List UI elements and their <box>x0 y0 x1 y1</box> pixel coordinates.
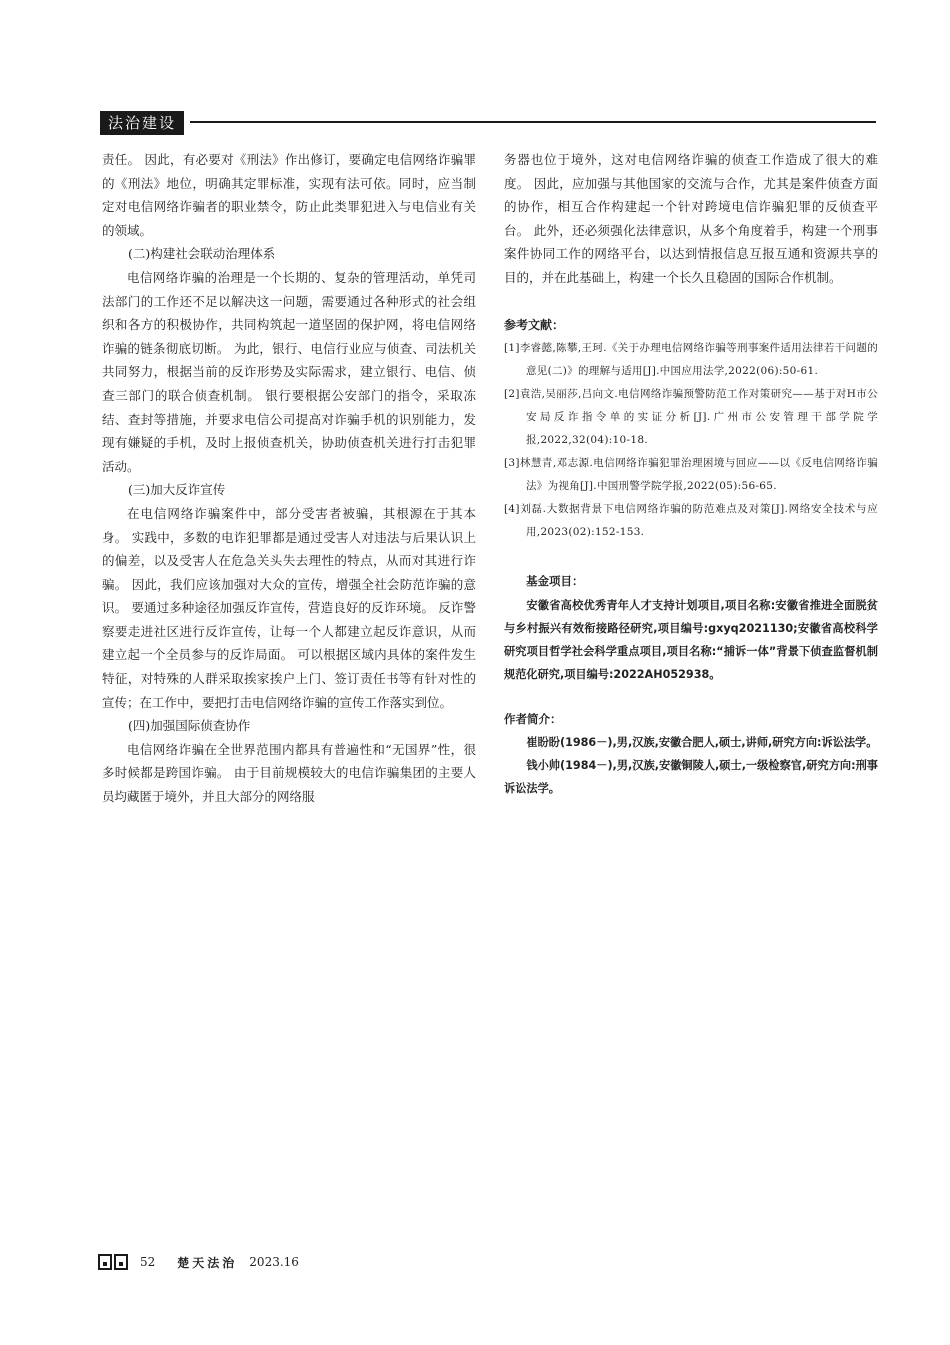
fund-text: 安徽省高校优秀青年人才支持计划项目,项目名称:安徽省推进全面脱贫与乡村振兴有效衔接路径研究,项目编号:gxyq2021130;安徽省高校科学研究项目哲学社会科学重点项目,项目名称:“捕诉一体”背景下侦查监督机制规范化研究,项目编号:2022AH052938。 <box>504 598 878 681</box>
author-bio: 崔盼盼(1986－),男,汉族,安徽合肥人,硕士,讲师,研究方向:诉讼法学。 <box>526 736 878 750</box>
subheading: (三)加大反诈宣传 <box>128 482 226 498</box>
reference-item: [1]李睿懿,陈攀,王珂.《关于办理电信网络诈骗等刑事案件适用法律若干问题的意见(二)》的理解与适用[J].中国应用法学,2022(06):50-61. <box>504 342 878 378</box>
page-footer <box>98 1252 299 1272</box>
journal-logo-icon <box>98 1254 128 1270</box>
paragraph: 务器也位于境外，这对电信网络诈骗的侦查工作造成了很大的难度。 因此，应加强与其他国家的交流与合作，尤其是案件侦查方面的协作，相互合作构建起一个针对跨境电信诈骗犯罪的反侦查平台。 此外，还必须强化法律意识，从多个角度着手，构建一个刑事案件协同工作的网络平台，以达到情报信息互报互通和资源共享的目的，并在此基础上，构建一个长久且稳固的国际合作机制。 <box>504 152 878 285</box>
fund-title: 基金项目： <box>526 574 584 589</box>
issue-number: 2023.16 <box>249 1255 299 1269</box>
page-number: 52 <box>140 1255 156 1269</box>
subheading: (四)加强国际侦查协作 <box>128 718 251 734</box>
author-title: 作者简介： <box>504 711 562 726</box>
page-header <box>100 111 876 135</box>
right-column <box>504 148 878 800</box>
paragraph: 在电信网络诈骗案件中，部分受害者被骗，其根源在于其本身。 实践中，多数的电诈犯罪都是通过受害人对违法与后果认识上的偏差，以及受害人在危急关头失去理性的特点，从而对其进行诈骗。 因此，我们应该加强对大众的宣传，增强全社会防范诈骗的意识。 要通过多种途径加强反诈宣传，营造良好的反诈环境。 反诈警察要走进社区进行反诈宣传，让每一个人都建立起反诈意识，从而建立起一个全员参与的反诈局面。 可以根据区域内具体的案件发生特征，对特殊的人群采取挨家挨户上门、签订责任书等有针对性的宣传；在工作中，要把打击电信网络诈骗的宣传工作落实到位。 <box>102 505 476 710</box>
subheading: (二)构建社会联动治理体系 <box>128 246 276 262</box>
references-title: 参考文献： <box>504 317 565 332</box>
journal-name: 楚天法治 <box>177 1255 238 1270</box>
paragraph: 电信网络诈骗的治理是一个长期的、复杂的管理活动，单凭司法部门的工作还不足以解决这一问题，需要通过各种形式的社会组织和各方的积极协作，共同构筑起一道坚固的保护网，将电信网络诈骗的链条彻底切断。 为此，银行、电信行业应与侦查、司法机关共同努力，根据当前的反诈形势及实际需求，建立银行、电信、侦查三部门的联合侦查机制。 银行要根据公安部门的指令，采取冻结、查封等措施，并要求电信公司提高对诈骗手机的识别能力，发现有嫌疑的手机，及时上报侦查机关，协助侦查机关进行打击犯罪活动。 <box>102 269 476 474</box>
header-rule <box>190 121 876 123</box>
paragraph: 电信网络诈骗在全世界范围内都具有普遍性和“无国界”性，很多时候都是跨国诈骗。 由于目前规模较大的电信诈骗集团的主要人员均藏匿于境外，并且大部分的网络服 <box>102 741 476 805</box>
section-tag: 法治建设 <box>100 111 184 135</box>
author-bio: 钱小帅(1984－),男,汉族,安徽铜陵人,硕士,一级检察官,研究方向:刑事诉讼法学。 <box>504 759 878 796</box>
reference-item: [3]林慧青,邓志源.电信网络诈骗犯罪治理困境与回应——以《反电信网络诈骗法》为视角[J].中国刑警学院学报,2022(05):56-65. <box>504 457 878 493</box>
paragraph: 责任。 因此，有必要对《刑法》作出修订，要确定电信网络诈骗罪的《刑法》地位，明确其定罪标准，实现有法可依。同时，应当制定对电信网络诈骗者的职业禁令，防止此类罪犯进入与电信业有关的领域。 <box>102 152 476 238</box>
left-column <box>102 148 476 809</box>
reference-item: [2]袁浩,吴丽莎,吕向文.电信网络诈骗预警防范工作对策研究——基于对H市公安局反诈指令单的实证分析[J].广州市公安管理干部学院学报,2022,32(04):10-18. <box>504 388 878 447</box>
reference-item: [4]刘磊.大数据背景下电信网络诈骗的防范难点及对策[J].网络安全技术与应用,2023(02):152-153. <box>504 503 878 539</box>
